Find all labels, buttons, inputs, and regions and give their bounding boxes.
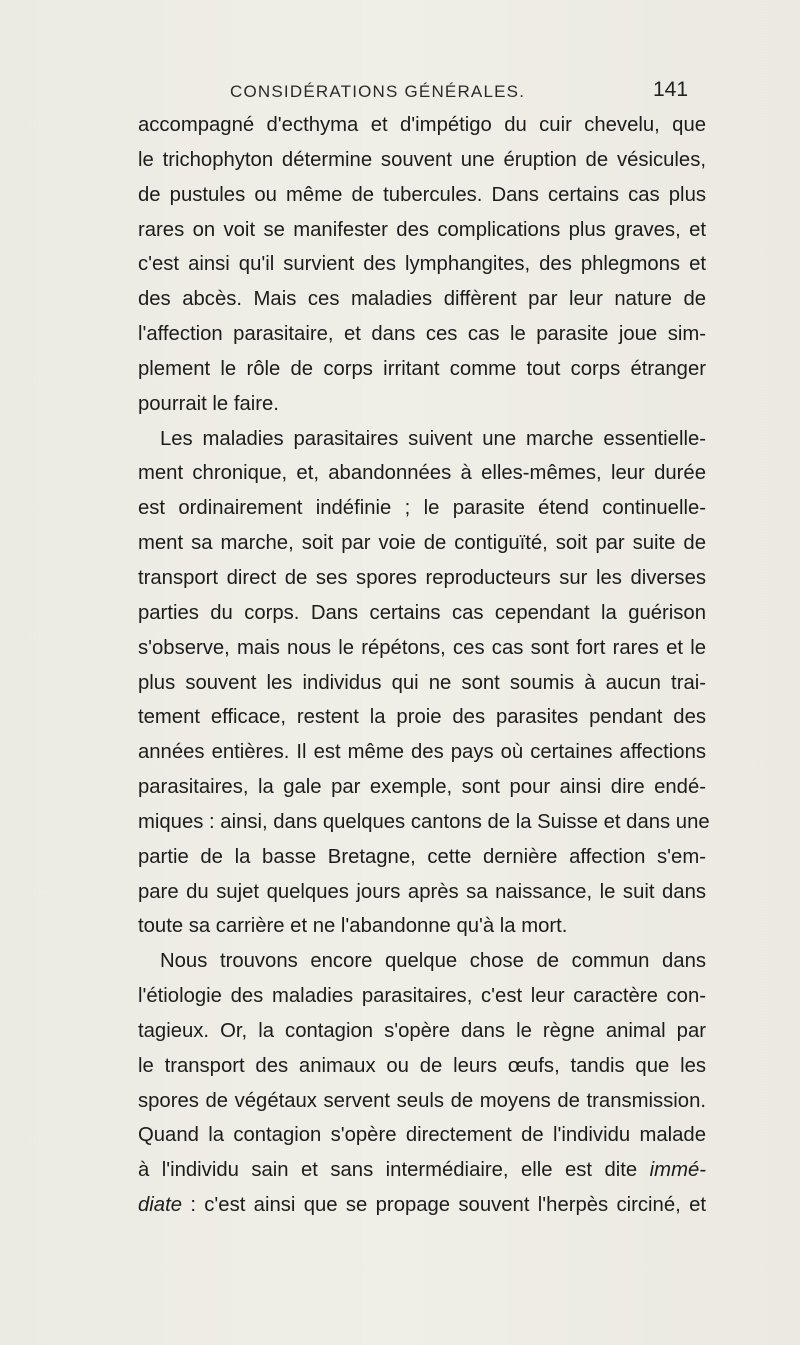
text-line: parties du corps. Dans certains cas cependant la guérison: [138, 601, 706, 624]
text-line: tagieux. Or, la contagion s'opère dans le règne animal par: [138, 1019, 706, 1042]
text-line: plement le rôle de corps irritant comme tout corps étranger: [138, 357, 706, 380]
text-line-with-italic: [138, 1188, 706, 1223]
text-line: ment sa marche, soit par voie de contiguïté, soit par suite de: [138, 532, 706, 555]
text-fragment: à l'individu sain et sans intermédiaire, elle est dite: [138, 1159, 638, 1182]
text-line: partie de la basse Bretagne, cette dernière affection s'em-: [138, 845, 706, 868]
text-line: de pustules ou même de tubercules. Dans certains cas plus: [138, 183, 706, 206]
text-line: Nous trouvons encore quelque chose de commun dans: [160, 950, 706, 973]
text-line: accompagné d'ecthyma et d'impétigo du cuir chevelu, que: [138, 114, 706, 136]
text-line: le trichophyton détermine souvent une éruption de vésicules,: [138, 148, 706, 171]
body-text: [138, 108, 710, 1223]
text-line: pourrait le faire.: [138, 392, 279, 415]
text-line: Quand la contagion s'opère directement de l'individu malade: [138, 1124, 706, 1147]
text-line: est ordinairement indéfinie ; le parasite étend continuelle-: [138, 497, 706, 520]
text-line: tement efficace, restent la proie des parasites pendant des: [138, 706, 706, 729]
text-line: Les maladies parasitaires suivent une marche essentielle-: [160, 427, 706, 450]
text-line: toute sa carrière et ne l'abandonne qu'à la mort.: [138, 915, 568, 938]
paragraph-2: [138, 422, 710, 945]
text-line: spores de végétaux servent seuls de moyens de transmission.: [138, 1089, 706, 1112]
text-line: l'étiologie des maladies parasitaires, c'est leur caractère con-: [138, 985, 706, 1008]
text-line: l'affection parasitaire, et dans ces cas le parasite joue sim-: [138, 323, 706, 346]
text-line: parasitaires, la gale par exemple, sont pour ainsi dire endé-: [138, 776, 706, 799]
text-line: pare du sujet quelques jours après sa naissance, le suit dans: [138, 880, 706, 903]
text-line: miques : ainsi, dans quelques cantons de la Suisse et dans une: [138, 810, 710, 833]
text-line-with-italic: [138, 1153, 706, 1188]
text-line: années entières. Il est même des pays où certaines affections: [138, 741, 706, 764]
text-line: plus souvent les individus qui ne sont soumis à aucun trai-: [138, 671, 706, 694]
text-line: transport direct de ses spores reproducteurs sur les diverses: [138, 566, 706, 589]
paragraph-3: [138, 944, 706, 1223]
text-line: des abcès. Mais ces maladies diffèrent par leur nature de: [138, 288, 706, 311]
paragraph-1: [138, 108, 706, 422]
italic-term: immé-: [649, 1159, 706, 1182]
text-line: c'est ainsi qu'il survient des lymphangites, des phlegmons et: [138, 253, 706, 276]
text-line: le transport des animaux ou de leurs œufs, tandis que les: [138, 1054, 706, 1077]
italic-term: diate: [138, 1194, 182, 1217]
running-head: [0, 78, 800, 108]
running-title: CONSIDÉRATIONS GÉNÉRALES.: [230, 82, 526, 101]
text-line: rares on voit se manifester des complications plus graves, et: [138, 218, 706, 241]
text-line: s'observe, mais nous le répétons, ces cas sont fort rares et le: [138, 636, 706, 659]
text-fragment: : c'est ainsi que se propage souvent l'herpès circiné, et: [181, 1194, 706, 1217]
text-line: ment chronique, et, abandonnées à elles-mêmes, leur durée: [138, 462, 706, 485]
page-number: 141: [653, 78, 689, 101]
